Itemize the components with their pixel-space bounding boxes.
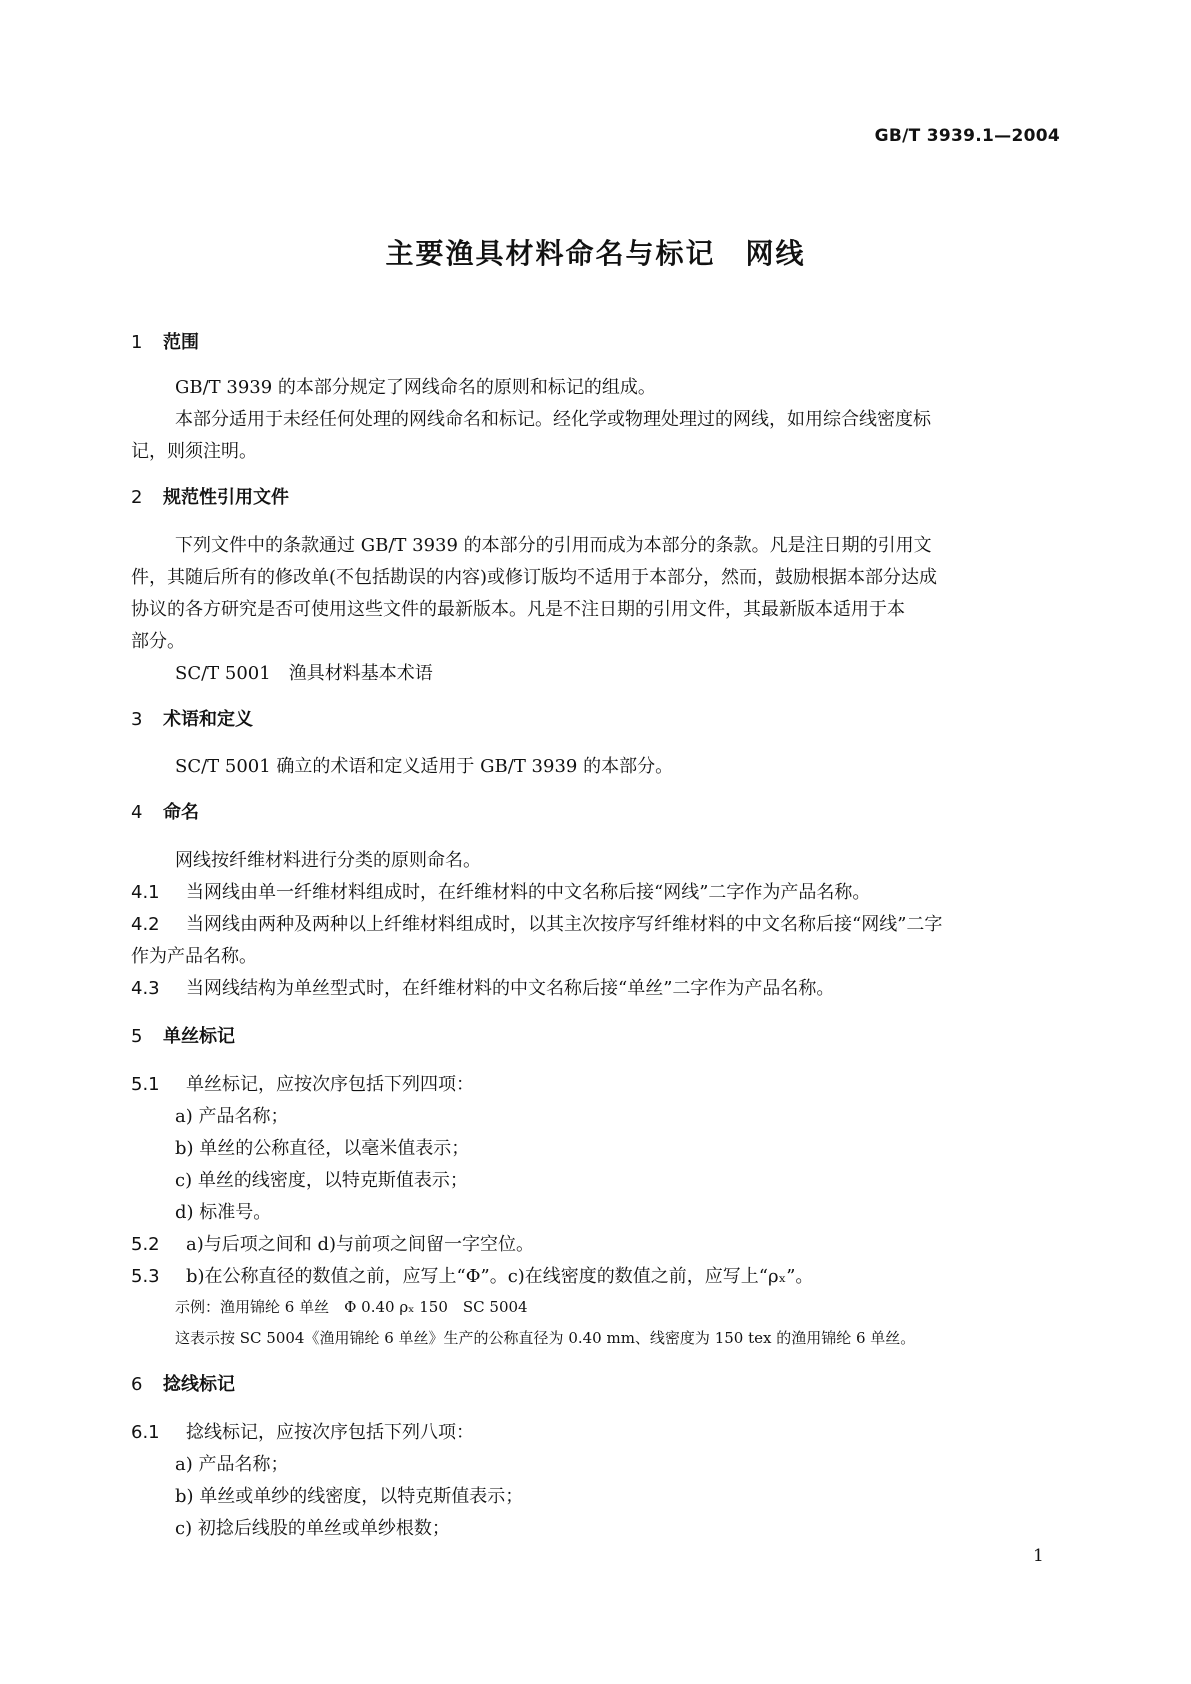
section-number: 1 — [131, 332, 143, 353]
list-item: a) 产品名称； — [175, 1454, 289, 1475]
clause-number: 5.2 — [131, 1234, 160, 1255]
clause-5-3 — [131, 1262, 813, 1292]
clause-number: 6.1 — [131, 1422, 160, 1443]
list-item: c) 单丝的线密度，以特克斯值表示； — [175, 1170, 468, 1191]
clause-4-2 — [131, 910, 942, 940]
clause-text: 当网线由两种及两种以上纤维材料组成时，以其主次按序写纤维材料的中文名称后接“网线”二字 — [186, 914, 943, 935]
section-6-heading — [131, 1370, 235, 1400]
section-number: 3 — [131, 709, 143, 730]
clause-text: 作为产品名称。 — [131, 946, 257, 967]
clause-5-2 — [131, 1230, 534, 1260]
clause-text: 当网线结构为单丝型式时，在纤维材料的中文名称后接“单丝”二字作为产品名称。 — [186, 978, 835, 999]
clause-text: 当网线由单一纤维材料组成时，在纤维材料的中文名称后接“网线”二字作为产品名称。 — [186, 882, 871, 903]
paragraph: 网线按纤维材料进行分类的原则命名。 — [175, 850, 481, 871]
section-number: 6 — [131, 1374, 143, 1395]
section-2-heading — [131, 483, 289, 513]
section-4-heading — [131, 798, 199, 828]
clause-number: 4.3 — [131, 978, 160, 999]
paragraph: GB/T 3939 的本部分规定了网线命名的原则和标记的组成。 — [175, 377, 656, 398]
clause-number: 5.1 — [131, 1074, 160, 1095]
clause-text: b)在公称直径的数值之前，应写上“Φ”。c)在线密度的数值之前，应写上“ρₓ”。 — [186, 1266, 814, 1287]
clause-text: a)与后项之间和 d)与前项之间留一字空位。 — [186, 1234, 535, 1255]
list-item: b) 单丝的公称直径，以毫米值表示； — [175, 1138, 470, 1159]
example-note: 这表示按 SC 5004《渔用锦纶 6 单丝》生产的公称直径为 0.40 mm、线密度为 150 tex 的渔用锦纶 6 单丝。 — [175, 1329, 916, 1347]
section-title: 单丝标记 — [163, 1026, 235, 1047]
normative-reference: SC/T 5001 渔具材料基本术语 — [175, 663, 433, 684]
section-number: 5 — [131, 1026, 143, 1047]
section-title: 捻线标记 — [163, 1374, 235, 1395]
example: 示例：渔用锦纶 6 单丝 Φ 0.40 ρₓ 150 SC 5004 — [175, 1298, 528, 1316]
section-title: 术语和定义 — [163, 709, 253, 730]
list-item: d) 标准号。 — [175, 1202, 272, 1223]
section-5-heading — [131, 1022, 235, 1052]
clause-number: 4.1 — [131, 882, 160, 903]
clause-number: 4.2 — [131, 914, 160, 935]
clause-6-1 — [131, 1418, 474, 1448]
paragraph: 下列文件中的条款通过 GB/T 3939 的本部分的引用而成为本部分的条款。凡是注日期的引用文 — [175, 535, 932, 556]
section-3-heading — [131, 705, 253, 735]
paragraph: SC/T 5001 确立的术语和定义适用于 GB/T 3939 的本部分。 — [175, 756, 674, 777]
section-title: 规范性引用文件 — [163, 487, 289, 508]
clause-5-1 — [131, 1070, 474, 1100]
list-item: b) 单丝或单纱的线密度，以特克斯值表示； — [175, 1486, 524, 1507]
paragraph: 记，则须注明。 — [131, 441, 257, 462]
section-number: 2 — [131, 487, 143, 508]
clause-4-3 — [131, 974, 834, 1004]
section-1-heading — [131, 328, 199, 358]
clause-4-1 — [131, 878, 870, 908]
paragraph: 本部分适用于未经任何处理的网线命名和标记。经化学或物理处理过的网线，如用综合线密度标 — [175, 409, 931, 430]
clause-number: 5.3 — [131, 1266, 160, 1287]
section-title: 命名 — [163, 802, 199, 823]
paragraph: 件，其随后所有的修改单(不包括勘误的内容)或修订版均不适用于本部分，然而，鼓励根据本部分达成 — [131, 567, 938, 588]
page-number: 1 — [1033, 1546, 1044, 1566]
document-title: 主要渔具材料命名与标记 网线 — [385, 237, 806, 270]
paragraph: 协议的各方研究是否可使用这些文件的最新版本。凡是不注日期的引用文件，其最新版本适用于本 — [131, 599, 905, 620]
section-title: 范围 — [163, 332, 199, 353]
clause-text: 单丝标记，应按次序包括下列四项： — [186, 1074, 474, 1095]
section-number: 4 — [131, 802, 143, 823]
standard-number: GB/T 3939.1—2004 — [874, 126, 1060, 146]
list-item: a) 产品名称； — [175, 1106, 289, 1127]
list-item: c) 初捻后线股的单丝或单纱根数； — [175, 1518, 450, 1539]
paragraph: 部分。 — [131, 631, 185, 652]
clause-text: 捻线标记，应按次序包括下列八项： — [186, 1422, 474, 1443]
